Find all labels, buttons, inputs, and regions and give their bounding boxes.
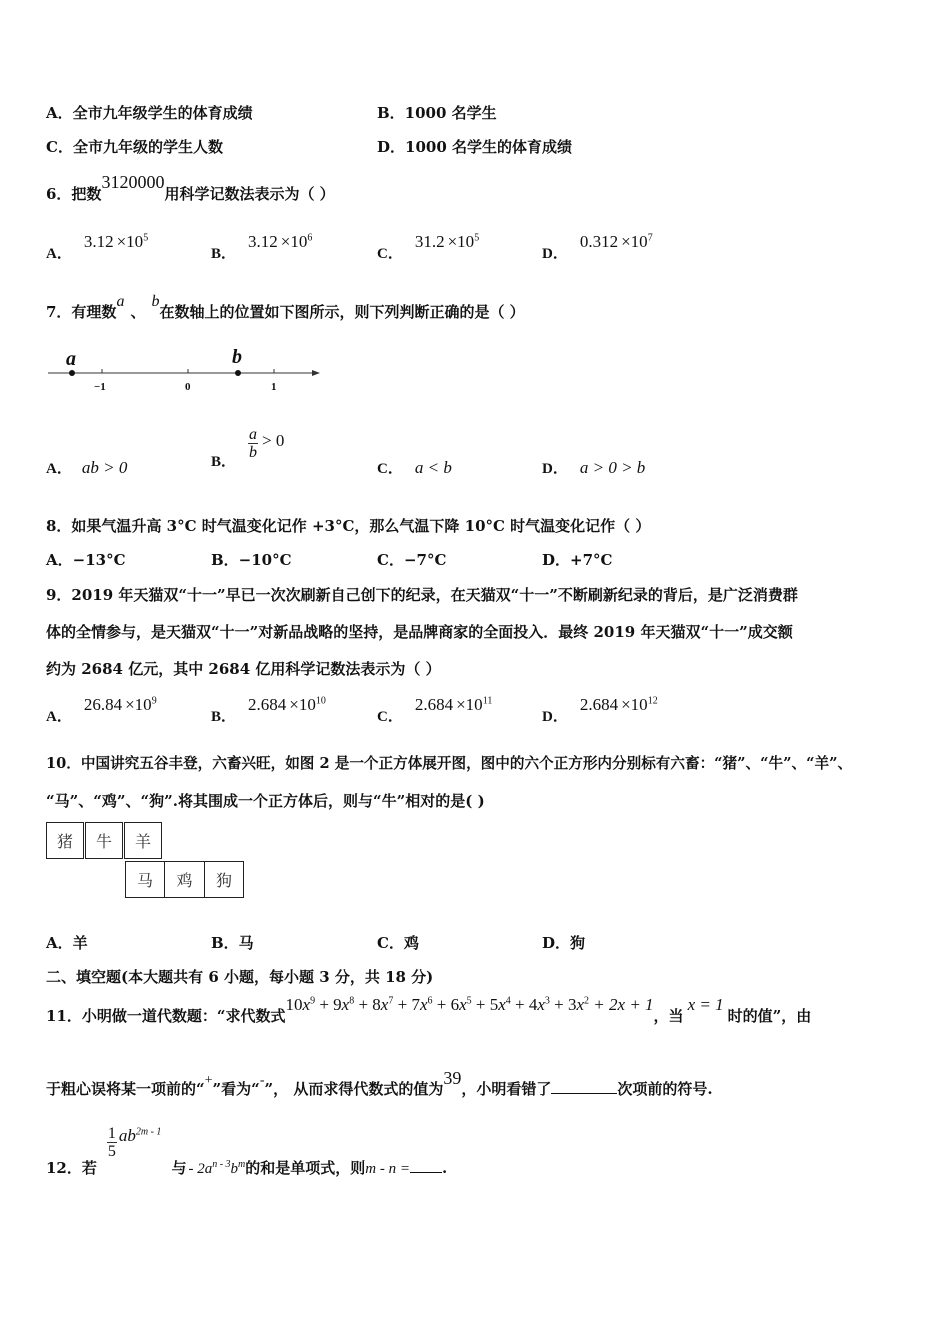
q6-option-value: $31.2 \times 10^5$ bbox=[414, 232, 480, 251]
q12-mid: 的和是单项式，则 bbox=[245, 1158, 366, 1177]
q6-option-value: $3.12 \times 10^5$ bbox=[83, 232, 149, 251]
q12-answer-blank[interactable] bbox=[410, 1172, 442, 1173]
q5-option-b: B．1000 名学生 bbox=[377, 104, 497, 122]
q9-line-1: 9．2019 年天猫双“十一”早已一次次刷新自己创下的纪录，在天猫双“十一”不断刷新纪录的背后，是广泛消费群 bbox=[46, 586, 798, 604]
q7-var-b: b bbox=[151, 293, 160, 310]
q9-option-c: C．$2.684 \times 10^{11}$ bbox=[377, 695, 493, 725]
q10-line-1: 10．中国讲究五谷丰登，六畜兴旺，如图 2 是一个正方体展开图，图中的六个正方形内分别标有六畜：“猪”、“牛”、“羊”、 bbox=[46, 755, 853, 772]
q10-option-c: C．鸡 bbox=[377, 934, 419, 952]
q7-option-c: C． a < b bbox=[377, 458, 452, 477]
point-b-label: b bbox=[232, 346, 242, 368]
cube-cell-pig: 猪 bbox=[46, 822, 84, 859]
q6-option-c: C．$31.2 \times 10^5$ bbox=[377, 232, 480, 262]
q7-suffix: 在数轴上的位置如下图所示，则下列判断正确的是（ ） bbox=[159, 303, 525, 321]
q5-option-c: C．全市九年级的学生人数 bbox=[46, 138, 223, 156]
q12-term-1: $ab^{2m - 1}$ bbox=[118, 1125, 162, 1145]
q12-fraction: $\frac{1}{5}$ bbox=[107, 1125, 116, 1160]
q11-value: 39 bbox=[443, 1068, 462, 1088]
q12-prefix: 12．若 bbox=[46, 1158, 97, 1177]
point-a-dot bbox=[69, 370, 75, 376]
q11-line-2: 于粗心误将某一项前的“+”看为“-”， 从而求得代数式的值为39，小明看错了 次项前的符号. bbox=[46, 1068, 713, 1098]
cube-cell-dog: 狗 bbox=[204, 861, 244, 898]
q7-option-d: D． a > 0 > b bbox=[542, 458, 646, 477]
q11-plus-sign: + bbox=[204, 1073, 213, 1088]
q11-poly-term: $10x^9$ bbox=[285, 995, 316, 1014]
q8-option-b: B．−10°C bbox=[211, 551, 292, 569]
q9-option-value: $2.684 \times 10^{11}$ bbox=[414, 695, 493, 714]
q7-sep: 、 bbox=[130, 303, 146, 321]
q9-option-value: $2.684 \times 10^{12}$ bbox=[579, 695, 658, 714]
q7-fraction: $\frac{a}{b}$ bbox=[249, 426, 258, 461]
q11-poly-term: + $7x^6$ bbox=[393, 995, 433, 1014]
q9-line-3: 约为 2684 亿元，其中 2684 亿用科学记数法表示为（ ） bbox=[46, 660, 441, 678]
q11-after: 时的值”，由 bbox=[727, 1007, 812, 1025]
q6-option-value: $3.12 \times 10^6$ bbox=[248, 232, 313, 251]
q11-poly-term: + $9x^8$ bbox=[315, 995, 355, 1014]
q11-prefix: 11．小明做一道代数题：“求代数式 bbox=[46, 1007, 286, 1025]
q11-poly-term: + $4x^3$ bbox=[510, 995, 550, 1014]
q8-option-c: C．−7°C bbox=[377, 551, 447, 569]
q10-option-b: B．马 bbox=[211, 934, 254, 952]
cube-cell-chicken: 鸡 bbox=[164, 861, 205, 898]
q7-option-a: A． ab > 0 bbox=[46, 458, 128, 477]
tick-label-zero: 0 bbox=[185, 381, 191, 393]
q5-option-a: A．全市九年级学生的体育成绩 bbox=[46, 104, 253, 122]
number-line bbox=[44, 340, 334, 402]
q7-stem bbox=[46, 290, 525, 321]
q10-option-a: A．羊 bbox=[46, 934, 88, 952]
q12-stem: 12．若 $\frac{1}{5}$ $ab^{2m - 1}$与 - $2a^{n - 3}b^m$的和是单项式，则m - n = . bbox=[46, 1125, 448, 1177]
q12-with: 与 bbox=[171, 1158, 187, 1177]
q6-option-b: B．$3.12 \times 10^6$ bbox=[211, 232, 313, 262]
cube-cell-sheep: 羊 bbox=[124, 822, 162, 859]
q11-polynomial bbox=[286, 995, 594, 1014]
section-two-heading: 二、填空题(本大题共有 6 小题，每小题 3 分，共 18 分) bbox=[46, 968, 434, 986]
q7-var-a: a bbox=[116, 293, 125, 310]
q6-option-value: $0.312 \times 10^7$ bbox=[579, 232, 653, 251]
point-a-label: a bbox=[66, 348, 76, 370]
q6-stem bbox=[46, 172, 335, 203]
q9-option-a: A．$26.84 \times 10^9$ bbox=[46, 695, 157, 725]
q11-line-1 bbox=[46, 994, 812, 1025]
q6-option-a: A．$3.12 \times 10^5$ bbox=[46, 232, 149, 262]
q8-stem: 8．如果气温升高 3°C 时气温变化记作 +3°C，那么气温下降 10°C 时气温变化记作（ ） bbox=[46, 517, 651, 535]
q7-prefix: 7．有理数 bbox=[46, 303, 117, 321]
tick-label-one: 1 bbox=[271, 381, 277, 393]
q12-expression: m - n = bbox=[365, 1160, 410, 1177]
axis-arrow-icon bbox=[312, 370, 320, 376]
q11-when: ，当 bbox=[653, 1007, 684, 1025]
q11-condition: x = 1 bbox=[687, 995, 724, 1014]
q6-suffix: 用科学记数法表示为（ ） bbox=[164, 185, 335, 203]
q11-poly-term: + $6x^5$ bbox=[432, 995, 472, 1014]
tick-label-minus-one: −1 bbox=[94, 381, 106, 393]
point-b-dot bbox=[235, 370, 241, 376]
q9-option-d: D．$2.684 \times 10^{12}$ bbox=[542, 695, 658, 725]
q5-option-d: D．1000 名学生的体育成绩 bbox=[377, 138, 572, 156]
q6-prefix: 6．把数 bbox=[46, 185, 102, 203]
q11-poly-tail: + 2x + 1 bbox=[593, 995, 654, 1014]
q6-number: 3120000 bbox=[101, 172, 165, 192]
q11-answer-blank[interactable] bbox=[551, 1093, 617, 1094]
cube-cell-horse: 马 bbox=[125, 861, 165, 898]
q11-minus-sign: - bbox=[259, 1073, 265, 1088]
q9-line-2: 体的全情参与，是天猫双“十一”对新品战略的坚持，是品牌商家的全面投入．最终 2019 年天猫双“十一”成交额 bbox=[46, 623, 793, 641]
q8-option-a: A．−13°C bbox=[46, 551, 126, 569]
q10-option-d: D．狗 bbox=[542, 934, 586, 952]
q12-term-2: - $2a^{n - 3}b^m$ bbox=[188, 1158, 246, 1177]
q7-option-b: B． $\frac{a}{b}$ > 0 bbox=[211, 426, 285, 470]
q6-option-d: D．$0.312 \times 10^7$ bbox=[542, 232, 653, 262]
q8-option-d: D．+7°C bbox=[542, 551, 613, 569]
q9-option-value: $2.684 \times 10^{10}$ bbox=[248, 695, 326, 714]
q9-option-value: $26.84 \times 10^9$ bbox=[83, 695, 157, 714]
q11-poly-term: + $8x^7$ bbox=[354, 995, 394, 1014]
q10-line-2: “马”、“鸡”、“狗”.将其围成一个正方体后，则与“牛”相对的是( ) bbox=[46, 792, 485, 810]
q11-poly-term: + $3x^2$ bbox=[549, 995, 590, 1014]
q11-poly-term: + $5x^4$ bbox=[471, 995, 511, 1014]
q9-option-b: B．$2.684 \times 10^{10}$ bbox=[211, 695, 326, 725]
cube-cell-ox: 牛 bbox=[85, 822, 123, 859]
